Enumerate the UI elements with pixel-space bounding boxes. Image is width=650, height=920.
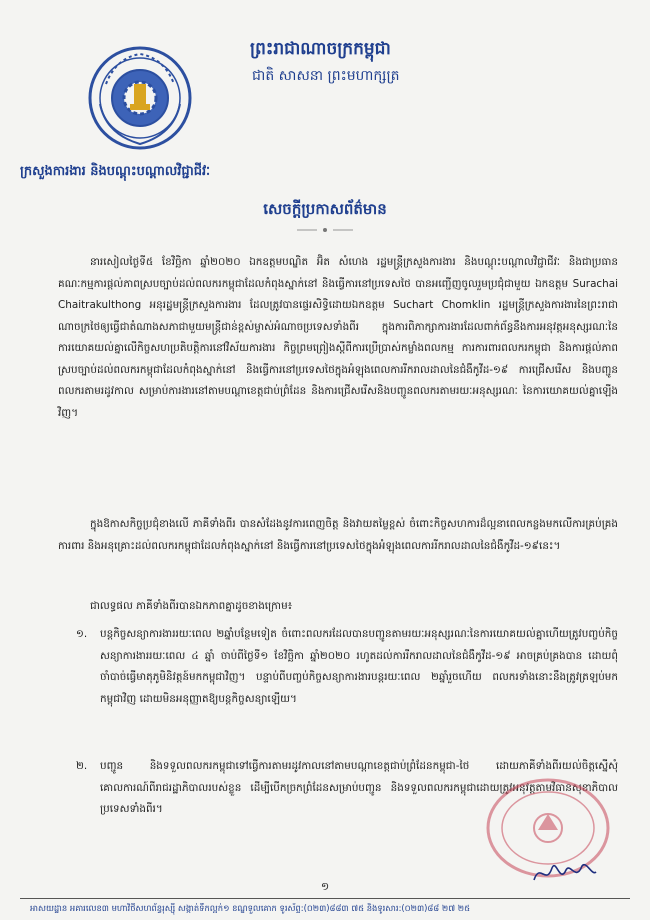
footer-address: អាសយដ្ឋាន អគារលេខ៣ មហាវិថីសហព័ន្ធរុស្ស៊ី សង្កាត់ទឹកល្អក់១ ខណ្ឌទួលគោក ទូរស័ព្ទ:(០២៣)៨៨៣ ៧៥ និងទូរសារ:(០២៣)៨៨ ២៧ ២៥	[30, 903, 471, 913]
body-paragraph-1: នារសៀលថ្ងៃទី៥ ខែវិច្ឆិកា ឆ្នាំ២០២០ ឯកឧត្តមបណ្ឌិត អ៊ិត សំហេង រដ្ឋមន្ត្រីក្រសួងការងារ និងបណ្តុះបណ្តាលវិជ្ជាជីវៈ និងជាប្រធានគណៈកម្មការផ្តល់ភាពស្របច្បាប់ដល់ពលករកម្ពុជាដែលកំពុងស្នាក់នៅ និងធ្វើការនៅប្រទេសថៃ បានអញ្ជើញចូលរួមប្រជុំជាមួយ ឯកឧត្តម Surachai Chaitrakulthong អនុរដ្ឋមន្ត្រីក្រសួងការងារ ដែលត្រូវបានផ្ទេរសិទ្ធិដោយឯកឧត្តម Suchart Chomklin រដ្ឋមន្ត្រីក្រសួងការងារនៃព្រះរាជាណាចក្រថៃឲ្យធ្វើជាតំណាងសភាជាមួយមន្ត្រីជាន់ខ្ពស់ម្ចាស់អំណាចប្រទេសទាំងពីរ ក្នុងការពិភាក្សាការងារដែលពាក់ព័ន្ធនឹងការអនុវត្តអនុស្សរណៈនៃការយោគយល់គ្នាលើកិច្ចសហប្រតិបត្តិការនៅវិស័យការងារ កិច្ចព្រមព្រៀងស្តីពីការប្រើប្រាស់កម្លាំងពលកម្ម ការការពារពលករកម្ពុជា និងការផ្តល់ភាពស្របច្បាប់ដល់ពលករកម្ពុជាដែលកំពុងស្នាក់នៅ និងធ្វើការនៅប្រទេសថៃក្នុងអំឡុងពេលការរីករាលដាលនៃជំងឺកូវីដ-១៩ ការជ្រើសរើស និងបញ្ជូនពលករតាមរដូវកាល សម្រាប់ការងារនៅតាមបណ្តាខេត្តជាប់ព្រំដែន និងការជ្រើសរើសនិងបញ្ជូនពលករតាមរយៈអនុស្សរណៈ នៃការយោគយល់គ្នាឡើងវិញ។	[58, 256, 618, 419]
list-item-text: បន្តកិច្ចសន្យាការងាររយៈពេល ២ឆ្នាំបន្ថែមទៀត ចំពោះពលករដែលបានបញ្ជូនតាមរយៈអនុស្សរណៈនៃការយោគយល់គ្នាហើយត្រូវបញ្ចប់កិច្ចសន្យាការងាររយៈពេល ៤ ឆ្នាំ ចាប់ពីថ្ងៃទី១ ខែវិច្ឆិកា ឆ្នាំ២០២០ រហូតដល់ការរីករាលដាលនៃជំងឺកូវីដ-១៩ អាចគ្រប់គ្រងបាន ដោយពុំចាំបាច់ធ្វើមាតុភូមិនិវត្តន៍មកកម្ពុជាវិញ។ បន្ទាប់ពីបញ្ចប់កិច្ចសន្យាការងារបន្តរយៈពេល ២ឆ្នាំរួចហើយ ពលករទាំងនោះនឹងត្រូវត្រឡប់មកកម្ពុជាវិញ ដោយមិនអនុញ្ញាតឱ្យបន្តកិច្ចសន្យាឡើយ។	[100, 628, 618, 705]
body-paragraph-3: ជាលទ្ធផល ភាគីទាំងពីរបានឯកភាពគ្នាដូចខាងក្រោម៖	[90, 600, 293, 612]
list-item-number: ១.	[76, 628, 88, 640]
body-paragraph-2: ក្នុងឱកាសកិច្ចប្រជុំខាងលើ ភាគីទាំងពីរ បានសំដែងនូវការពេញចិត្ត និងវាយតម្លៃខ្ពស់ ចំពោះកិច្ចសហការដ៏ល្អនាពេលកន្លងមកលើការគ្រប់គ្រង ការពារ និងអនុគ្រោះដល់ពលករកម្ពុជាដែលកំពុងស្នាក់នៅ និងធ្វើការនៅប្រទេសថៃក្នុងអំឡុងពេលការរីករាលដាលនៃជំងឺកូវីដ-១៩នេះ។	[58, 518, 618, 552]
page-number: ១	[320, 880, 330, 893]
footer-divider	[20, 898, 630, 899]
list-item-1	[58, 624, 618, 710]
list-item-number: ២.	[76, 760, 88, 772]
kingdom-heading: ព្រះរាជាណាចក្រកម្ពុជា	[250, 39, 391, 59]
list-item-text: បញ្ជូន និងទទួលពលករកម្ពុជាទៅធ្វើការតាមរដូវកាលនៅតាមបណ្តាខេត្តជាប់ព្រំដែនកម្ពុជា-ថៃ ដោយភាគីទាំងពីរយល់ចិត្តស្នើសុំគោលការណ៍ពីរាជរដ្ឋាភិបាលរបស់ខ្លួន ដើម្បីបើកច្រកព្រំដែនសម្រាប់បញ្ជូន និងទទួលពលករកម្ពុជាដោយត្រូវអនុវត្តតាមវិធានសុខាភិបាលប្រទេសទាំងពីរ។	[100, 760, 618, 815]
ministry-name: ក្រសួងការងារ និងបណ្តុះបណ្តាលវិជ្ជាជីវៈ	[20, 164, 211, 179]
national-motto: ជាតិ សាសនា ព្រះមហាក្សត្រ	[252, 68, 400, 84]
ministry-logo-emblem	[86, 44, 194, 152]
document-title: សេចក្តីប្រកាសព័ត៌មាន	[263, 200, 387, 218]
title-ornament	[295, 226, 355, 234]
